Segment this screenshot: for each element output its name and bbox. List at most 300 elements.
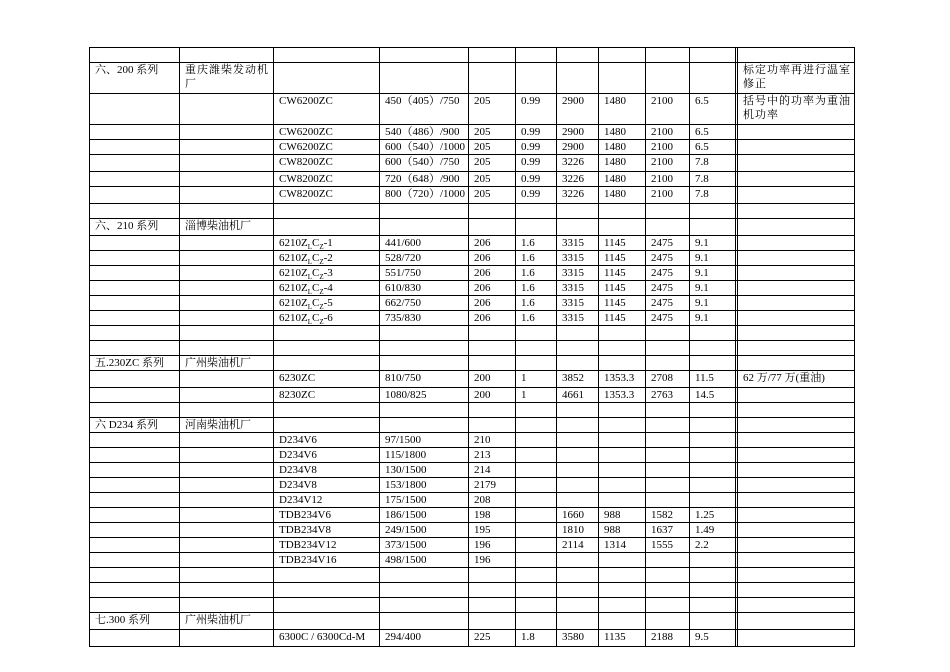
- cell-manufacturer: [180, 341, 274, 356]
- cell-remark: [738, 568, 855, 583]
- cell-value-e: [690, 403, 736, 418]
- cell-fuel-consumption: [469, 568, 516, 583]
- cell-model: CW6200ZC: [274, 94, 380, 125]
- table-row: [90, 598, 855, 613]
- cell-remark: 标定功率再进行温室修正: [738, 63, 855, 94]
- cell-manufacturer: [180, 204, 274, 219]
- cell-value-a: 1.6: [516, 266, 557, 281]
- cell-fuel-consumption: 200: [469, 371, 516, 388]
- cell-value-d: 2100: [646, 172, 690, 187]
- cell-series: [90, 371, 180, 388]
- cell-value-b: [557, 403, 599, 418]
- cell-value-a: [516, 63, 557, 94]
- cell-series: [90, 598, 180, 613]
- cell-value-d: 2100: [646, 155, 690, 172]
- cell-manufacturer: [180, 266, 274, 281]
- cell-series: [90, 403, 180, 418]
- cell-manufacturer: [180, 236, 274, 251]
- cell-value-b: 3226: [557, 187, 599, 204]
- cell-remark: [738, 266, 855, 281]
- cell-remark: [738, 204, 855, 219]
- cell-value-a: [516, 326, 557, 341]
- cell-value-c: 1480: [599, 94, 646, 125]
- cell-fuel-consumption: 214: [469, 463, 516, 478]
- cell-value-c: [599, 448, 646, 463]
- table-row: [90, 613, 855, 630]
- cell-model: [274, 613, 380, 630]
- cell-value-b: 3315: [557, 266, 599, 281]
- cell-value-d: [646, 403, 690, 418]
- cell-fuel-consumption: [469, 583, 516, 598]
- cell-value-a: 0.99: [516, 172, 557, 187]
- cell-value-d: [646, 568, 690, 583]
- cell-power-speed: 1080/825: [380, 388, 469, 403]
- table-row: [90, 508, 855, 523]
- cell-series: [90, 187, 180, 204]
- cell-power-speed: 600（540）/1000: [380, 140, 469, 155]
- cell-fuel-consumption: 2179: [469, 478, 516, 493]
- cell-value-b: [557, 418, 599, 433]
- cell-power-speed: [380, 48, 469, 63]
- cell-value-e: 7.8: [690, 187, 736, 204]
- cell-value-d: 1582: [646, 508, 690, 523]
- cell-model: [274, 568, 380, 583]
- cell-remark: [738, 296, 855, 311]
- cell-manufacturer: [180, 448, 274, 463]
- table-row: [90, 94, 855, 125]
- cell-value-c: [599, 613, 646, 630]
- cell-fuel-consumption: [469, 219, 516, 236]
- cell-value-e: [690, 418, 736, 433]
- cell-remark: [738, 341, 855, 356]
- cell-value-e: 9.1: [690, 236, 736, 251]
- cell-value-d: 2188: [646, 630, 690, 647]
- cell-value-d: [646, 63, 690, 94]
- cell-value-b: 1660: [557, 508, 599, 523]
- table-row: [90, 463, 855, 478]
- cell-manufacturer: [180, 94, 274, 125]
- cell-manufacturer: [180, 155, 274, 172]
- cell-value-d: 2475: [646, 311, 690, 326]
- table-body: [90, 48, 855, 647]
- cell-remark: [738, 326, 855, 341]
- cell-manufacturer: [180, 568, 274, 583]
- cell-model: CW8200ZC: [274, 172, 380, 187]
- cell-fuel-consumption: 206: [469, 251, 516, 266]
- cell-value-c: [599, 326, 646, 341]
- cell-value-a: [516, 568, 557, 583]
- cell-series: [90, 266, 180, 281]
- cell-remark: [738, 155, 855, 172]
- cell-series: [90, 493, 180, 508]
- cell-power-speed: [380, 63, 469, 94]
- cell-value-e: 14.5: [690, 388, 736, 403]
- cell-fuel-consumption: [469, 403, 516, 418]
- cell-power-speed: 373/1500: [380, 538, 469, 553]
- cell-manufacturer: 广州柴油机厂: [180, 356, 274, 371]
- cell-value-e: [690, 613, 736, 630]
- cell-manufacturer: [180, 281, 274, 296]
- cell-value-b: 1810: [557, 523, 599, 538]
- cell-power-speed: [380, 219, 469, 236]
- cell-model: D234V8: [274, 478, 380, 493]
- cell-power-speed: 175/1500: [380, 493, 469, 508]
- cell-model: 8230ZC: [274, 388, 380, 403]
- cell-manufacturer: [180, 583, 274, 598]
- cell-model: D234V8: [274, 463, 380, 478]
- cell-value-e: [690, 478, 736, 493]
- cell-value-a: [516, 553, 557, 568]
- cell-model: D234V6: [274, 433, 380, 448]
- cell-series: [90, 326, 180, 341]
- cell-value-b: 3315: [557, 236, 599, 251]
- cell-remark: [738, 538, 855, 553]
- cell-fuel-consumption: 206: [469, 296, 516, 311]
- cell-value-e: [690, 448, 736, 463]
- table-row: [90, 356, 855, 371]
- cell-value-a: [516, 613, 557, 630]
- cell-fuel-consumption: 200: [469, 388, 516, 403]
- cell-value-e: [690, 568, 736, 583]
- cell-model: $6210Z_LC_Z-4$: [274, 281, 380, 296]
- cell-value-d: [646, 48, 690, 63]
- cell-manufacturer: [180, 251, 274, 266]
- cell-model: CW6200ZC: [274, 125, 380, 140]
- cell-value-c: [599, 418, 646, 433]
- cell-manufacturer: [180, 598, 274, 613]
- cell-value-c: [599, 356, 646, 371]
- cell-fuel-consumption: 205: [469, 187, 516, 204]
- cell-manufacturer: [180, 463, 274, 478]
- cell-fuel-consumption: 205: [469, 172, 516, 187]
- cell-value-a: 1.6: [516, 281, 557, 296]
- cell-value-e: [690, 583, 736, 598]
- cell-manufacturer: [180, 433, 274, 448]
- cell-power-speed: 610/830: [380, 281, 469, 296]
- cell-value-d: [646, 478, 690, 493]
- cell-value-d: [646, 463, 690, 478]
- cell-value-b: [557, 63, 599, 94]
- cell-value-c: 1145: [599, 281, 646, 296]
- table-row: [90, 341, 855, 356]
- cell-series: 六、210 系列: [90, 219, 180, 236]
- cell-value-e: 9.1: [690, 296, 736, 311]
- cell-series: [90, 433, 180, 448]
- cell-remark: 62 万/77 万(重油): [738, 371, 855, 388]
- cell-value-a: [516, 219, 557, 236]
- cell-remark: [738, 140, 855, 155]
- cell-value-c: 1135: [599, 630, 646, 647]
- cell-value-c: [599, 403, 646, 418]
- cell-value-d: 2100: [646, 125, 690, 140]
- cell-power-speed: 528/720: [380, 251, 469, 266]
- cell-power-speed: 810/750: [380, 371, 469, 388]
- cell-value-d: 1637: [646, 523, 690, 538]
- cell-value-c: [599, 568, 646, 583]
- cell-model: D234V6: [274, 448, 380, 463]
- cell-value-c: 1145: [599, 311, 646, 326]
- cell-manufacturer: [180, 478, 274, 493]
- table-row: [90, 583, 855, 598]
- cell-value-b: [557, 583, 599, 598]
- cell-value-e: [690, 326, 736, 341]
- cell-fuel-consumption: [469, 356, 516, 371]
- cell-value-a: [516, 478, 557, 493]
- cell-model: [274, 583, 380, 598]
- cell-value-a: 1.6: [516, 236, 557, 251]
- cell-series: [90, 296, 180, 311]
- cell-remark: [738, 251, 855, 266]
- cell-value-e: 6.5: [690, 125, 736, 140]
- cell-value-a: 1.6: [516, 251, 557, 266]
- cell-model: [274, 63, 380, 94]
- cell-value-e: [690, 219, 736, 236]
- cell-series: [90, 236, 180, 251]
- cell-fuel-consumption: [469, 341, 516, 356]
- cell-power-speed: [380, 613, 469, 630]
- cell-value-a: [516, 356, 557, 371]
- cell-model: [274, 598, 380, 613]
- cell-power-speed: 600（540）/750: [380, 155, 469, 172]
- cell-power-speed: [380, 326, 469, 341]
- table-row: [90, 266, 855, 281]
- cell-model: $6210Z_LC_Z-1$: [274, 236, 380, 251]
- cell-value-a: [516, 508, 557, 523]
- cell-manufacturer: [180, 523, 274, 538]
- cell-series: [90, 155, 180, 172]
- cell-value-e: [690, 493, 736, 508]
- table-row: [90, 403, 855, 418]
- cell-manufacturer: [180, 296, 274, 311]
- cell-value-b: [557, 341, 599, 356]
- cell-power-speed: [380, 583, 469, 598]
- cell-remark: [738, 478, 855, 493]
- cell-power-speed: 294/400: [380, 630, 469, 647]
- cell-value-a: [516, 341, 557, 356]
- cell-model: 6300C / 6300Cd-M: [274, 630, 380, 647]
- cell-value-c: 988: [599, 523, 646, 538]
- table-row: [90, 448, 855, 463]
- table-row: [90, 63, 855, 94]
- cell-value-b: [557, 493, 599, 508]
- cell-value-e: 9.1: [690, 251, 736, 266]
- cell-value-b: [557, 326, 599, 341]
- cell-value-e: [690, 598, 736, 613]
- cell-value-c: [599, 493, 646, 508]
- cell-value-a: [516, 418, 557, 433]
- cell-remark: [738, 463, 855, 478]
- cell-series: 六 D234 系列: [90, 418, 180, 433]
- cell-model: [274, 48, 380, 63]
- cell-value-b: [557, 463, 599, 478]
- cell-series: [90, 48, 180, 63]
- cell-manufacturer: [180, 172, 274, 187]
- table-row: [90, 523, 855, 538]
- cell-fuel-consumption: [469, 48, 516, 63]
- cell-value-c: [599, 463, 646, 478]
- cell-model: TDB234V8: [274, 523, 380, 538]
- cell-value-c: 1480: [599, 172, 646, 187]
- cell-value-a: [516, 598, 557, 613]
- cell-series: [90, 538, 180, 553]
- cell-manufacturer: 河南柴油机厂: [180, 418, 274, 433]
- cell-power-speed: [380, 403, 469, 418]
- cell-remark: [738, 523, 855, 538]
- cell-value-d: 2708: [646, 371, 690, 388]
- cell-value-e: [690, 356, 736, 371]
- cell-value-b: 4661: [557, 388, 599, 403]
- cell-manufacturer: [180, 403, 274, 418]
- cell-value-d: 2100: [646, 94, 690, 125]
- table-row: [90, 204, 855, 219]
- cell-remark: [738, 448, 855, 463]
- cell-power-speed: 720（648）/900: [380, 172, 469, 187]
- cell-remark: [738, 236, 855, 251]
- cell-value-b: 3226: [557, 155, 599, 172]
- cell-value-c: 1145: [599, 266, 646, 281]
- cell-fuel-consumption: 205: [469, 155, 516, 172]
- cell-manufacturer: [180, 371, 274, 388]
- cell-value-e: 7.8: [690, 155, 736, 172]
- cell-fuel-consumption: [469, 613, 516, 630]
- cell-model: CW6200ZC: [274, 140, 380, 155]
- cell-value-e: [690, 463, 736, 478]
- cell-remark: [738, 403, 855, 418]
- cell-series: 六、200 系列: [90, 63, 180, 94]
- cell-manufacturer: [180, 493, 274, 508]
- cell-value-c: 1314: [599, 538, 646, 553]
- cell-power-speed: 498/1500: [380, 553, 469, 568]
- cell-value-c: 1480: [599, 187, 646, 204]
- cell-value-e: [690, 341, 736, 356]
- cell-value-c: [599, 204, 646, 219]
- cell-remark: [738, 187, 855, 204]
- cell-series: 七.300 系列: [90, 613, 180, 630]
- cell-value-d: [646, 553, 690, 568]
- cell-series: [90, 388, 180, 403]
- cell-fuel-consumption: 196: [469, 553, 516, 568]
- cell-manufacturer: [180, 630, 274, 647]
- cell-value-d: 2100: [646, 187, 690, 204]
- cell-value-d: [646, 341, 690, 356]
- cell-value-e: 6.5: [690, 140, 736, 155]
- cell-fuel-consumption: 206: [469, 236, 516, 251]
- cell-value-b: [557, 568, 599, 583]
- cell-power-speed: 115/1800: [380, 448, 469, 463]
- cell-series: [90, 140, 180, 155]
- cell-value-d: 2763: [646, 388, 690, 403]
- cell-value-b: 3315: [557, 311, 599, 326]
- cell-model: [274, 341, 380, 356]
- table-row: [90, 538, 855, 553]
- cell-series: [90, 281, 180, 296]
- table-row: [90, 630, 855, 647]
- cell-model: [274, 204, 380, 219]
- cell-value-e: 2.2: [690, 538, 736, 553]
- table-row: [90, 553, 855, 568]
- cell-model: TDB234V16: [274, 553, 380, 568]
- cell-value-e: 1.25: [690, 508, 736, 523]
- cell-value-a: 1: [516, 388, 557, 403]
- cell-power-speed: 551/750: [380, 266, 469, 281]
- cell-value-a: [516, 538, 557, 553]
- cell-fuel-consumption: 205: [469, 125, 516, 140]
- cell-value-d: [646, 493, 690, 508]
- cell-value-b: 3580: [557, 630, 599, 647]
- cell-fuel-consumption: 206: [469, 311, 516, 326]
- cell-series: [90, 251, 180, 266]
- cell-fuel-consumption: 208: [469, 493, 516, 508]
- cell-value-b: 2900: [557, 125, 599, 140]
- cell-remark: [738, 630, 855, 647]
- cell-value-d: [646, 204, 690, 219]
- cell-fuel-consumption: 225: [469, 630, 516, 647]
- table-row: [90, 296, 855, 311]
- cell-value-a: 0.99: [516, 140, 557, 155]
- cell-value-a: [516, 403, 557, 418]
- cell-remark: [738, 311, 855, 326]
- cell-value-b: 2900: [557, 94, 599, 125]
- cell-remark: [738, 125, 855, 140]
- cell-fuel-consumption: 210: [469, 433, 516, 448]
- cell-value-a: [516, 493, 557, 508]
- cell-model: [274, 403, 380, 418]
- cell-manufacturer: [180, 187, 274, 204]
- cell-remark: [738, 598, 855, 613]
- cell-power-speed: 186/1500: [380, 508, 469, 523]
- cell-series: [90, 553, 180, 568]
- cell-value-d: [646, 448, 690, 463]
- cell-power-speed: [380, 418, 469, 433]
- cell-fuel-consumption: [469, 63, 516, 94]
- cell-model: [274, 356, 380, 371]
- cell-value-e: 9.1: [690, 266, 736, 281]
- cell-model: $6210Z_LC_Z-5$: [274, 296, 380, 311]
- cell-model: [274, 326, 380, 341]
- cell-value-a: [516, 433, 557, 448]
- cell-value-a: 0.99: [516, 94, 557, 125]
- cell-model: $6210Z_LC_Z-2$: [274, 251, 380, 266]
- cell-fuel-consumption: 206: [469, 266, 516, 281]
- cell-manufacturer: [180, 140, 274, 155]
- cell-value-e: 11.5: [690, 371, 736, 388]
- cell-fuel-consumption: [469, 418, 516, 433]
- cell-series: [90, 341, 180, 356]
- cell-value-a: [516, 523, 557, 538]
- cell-model: CW8200ZC: [274, 187, 380, 204]
- cell-value-b: 2114: [557, 538, 599, 553]
- cell-remark: [738, 219, 855, 236]
- table-row: [90, 326, 855, 341]
- table-row: [90, 478, 855, 493]
- cell-value-b: 2900: [557, 140, 599, 155]
- cell-value-d: 2475: [646, 236, 690, 251]
- cell-fuel-consumption: 205: [469, 140, 516, 155]
- cell-fuel-consumption: [469, 204, 516, 219]
- cell-value-c: 1480: [599, 140, 646, 155]
- table-row: [90, 418, 855, 433]
- table-row: [90, 236, 855, 251]
- cell-series: [90, 568, 180, 583]
- cell-value-b: [557, 553, 599, 568]
- cell-value-e: 7.8: [690, 172, 736, 187]
- cell-remark: [738, 508, 855, 523]
- cell-power-speed: 540（486）/900: [380, 125, 469, 140]
- cell-value-b: 3315: [557, 281, 599, 296]
- table-row: [90, 125, 855, 140]
- cell-manufacturer: [180, 125, 274, 140]
- cell-fuel-consumption: [469, 326, 516, 341]
